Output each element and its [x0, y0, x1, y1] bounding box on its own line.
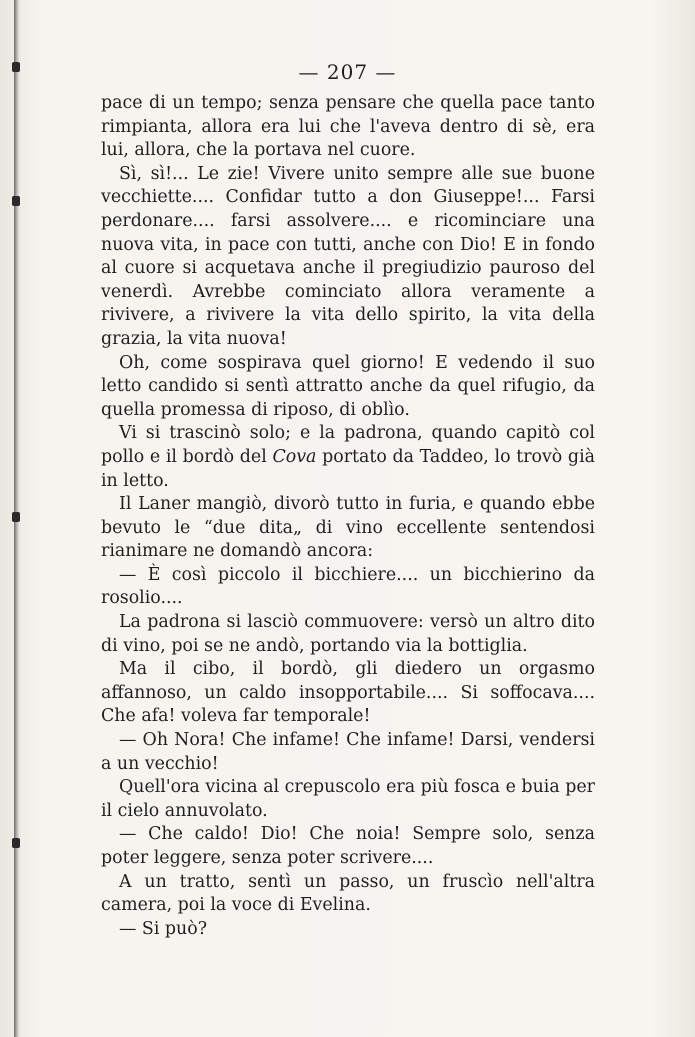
- dialogue-line: — Oh Nora! Che infame! Che infame! Darsi, vendersi a un vecchio!: [101, 730, 595, 774]
- binding-mark: [12, 838, 20, 848]
- paragraph: La padrona si lasciò commuovere: versò un altro dito di vino, poi se ne andò, portando via la bottiglia.: [101, 612, 595, 656]
- page-number: — 207 —: [298, 60, 397, 84]
- paragraph-text: Vi si trascinò solo; e la padrona, quando capitò col pollo e il bordò del: [101, 423, 595, 467]
- paragraph: Sì, sì!... Le zie! Vivere unito sempre alle sue buone vecchiette.... Confidar tutto a don Giuseppe!... Farsi perdonare.... farsi assolvere.... e ricominciare una nuova vita, in pace con tutti, anche con Dio! E in fondo al cuore si acquetava anche il pregiudizio pauroso del venerdì. Avrebbe cominciato allora veramente a rivivere, a rivivere la vita dello spirito, la vita della grazia, la vita nuova!: [101, 163, 595, 349]
- paragraph: [101, 422, 595, 493]
- paragraph: Ma il cibo, il bordò, gli diedero un orgasmo affannoso, un caldo insopportabile.... Si soffocava.... Che afa! voleva far temporale!: [101, 659, 595, 727]
- binding-mark: [12, 196, 20, 206]
- italic-brand-name: Cova: [272, 446, 317, 467]
- paragraph-text: portato da Taddeo, lo trovò già in letto.: [101, 446, 595, 491]
- dialogue-line: — Si può?: [119, 918, 208, 939]
- dialogue-line: — Che caldo! Dio! Che noia! Sempre solo, senza poter leggere, senza poter scrivere....: [101, 824, 595, 868]
- paragraph: A un tratto, sentì un passo, un fruscìo nell'altra camera, poi la voce di Evelina.: [101, 871, 595, 916]
- paragraph: pace di un tempo; senza pensare che quella pace tanto rimpianta, allora era lui che l'aveva dentro di sè, era lui, allora, che la portava nel cuore.: [101, 93, 595, 161]
- dialogue-line: — È così piccolo il bicchiere.... un bicchierino da rosolio....: [101, 564, 595, 609]
- paragraph: Il Laner mangiò, divorò tutto in furia, e quando ebbe bevuto le “due dita„ di vino eccellente sentendosi rianimare ne domandò ancora:: [101, 494, 595, 562]
- binding-mark: [12, 512, 20, 522]
- paragraph: Quell'ora vicina al crepuscolo era più fosca e buia per il cielo annuvolato.: [101, 777, 595, 821]
- body-text: [101, 92, 595, 941]
- paragraph: Oh, come sospirava quel giorno! E vedendo il suo letto candido si sentì attratto anche da quel rifugio, da quella promessa di riposo, di oblìo.: [101, 352, 595, 420]
